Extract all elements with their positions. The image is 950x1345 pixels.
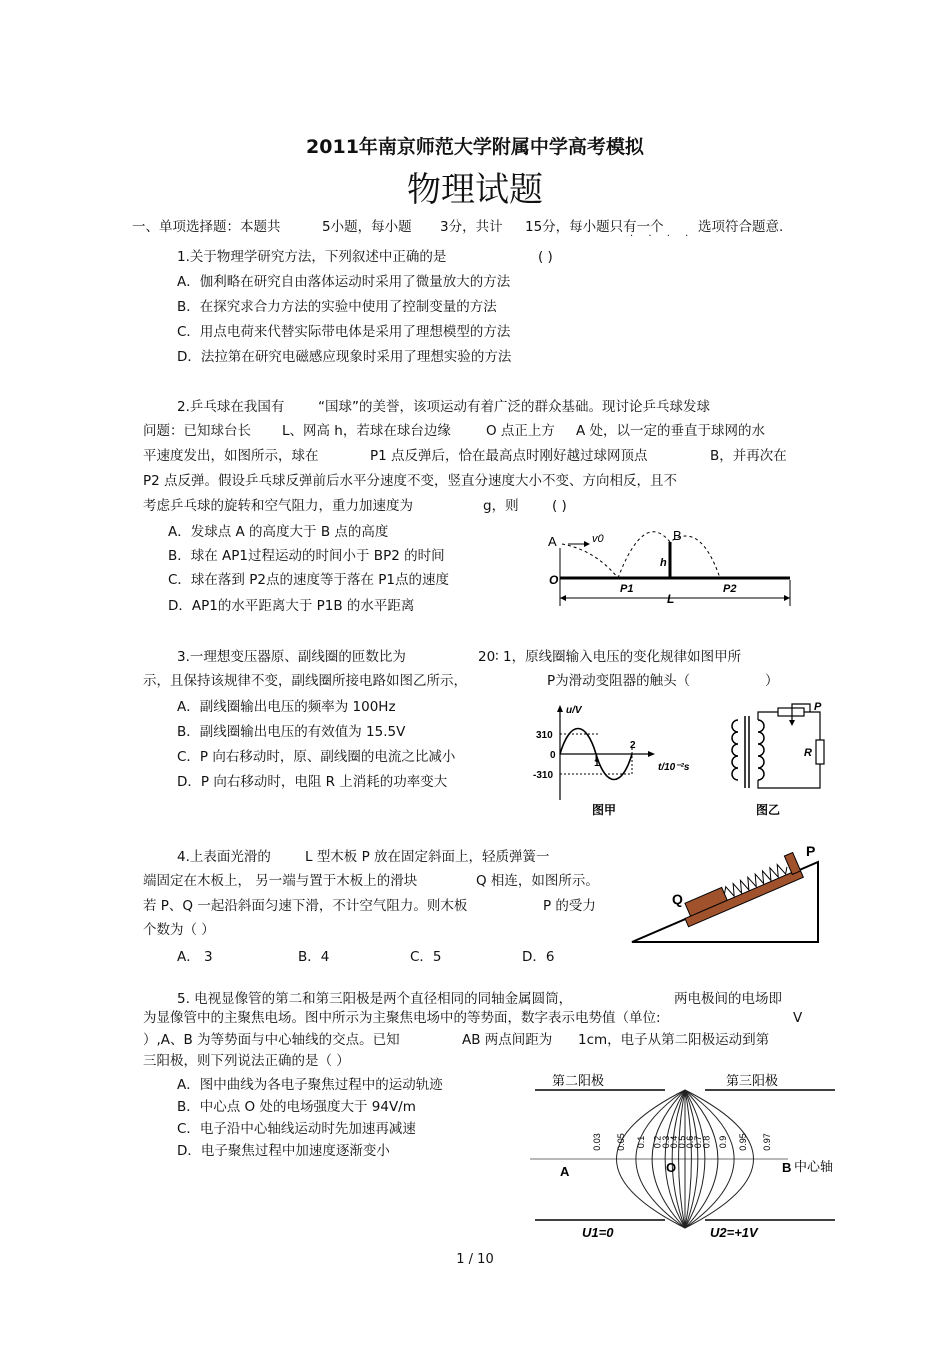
x-tick-1-label: 1 [594,758,600,769]
arrow-head [584,541,590,547]
q5-text: ）,A、B 为等势面与中心轴线的交点。已知 [143,1032,400,1048]
q4-option-b: B．4 [298,949,330,965]
q5-option-c: C．电子沿中心轴线运动时先加速再减速 [177,1121,416,1137]
focus-field-figure [530,1070,842,1242]
wire [804,712,820,740]
intro-part-e: 选项符合题意. [698,219,784,235]
wire [758,712,778,720]
q2-text: 问题：已知球台长 [143,423,251,439]
q2-text: g，则 [483,498,519,514]
label-Q: Q [672,891,683,907]
equipotential-value-label: 0.03 [592,1133,603,1151]
x-tick-2-label: 2 [630,740,636,751]
arrow-head [560,595,566,601]
label-O: O [666,1160,677,1175]
q3-text: 20∶ 1，原线圈输入电压的变化规律如图甲所 [478,649,742,665]
equipotential-value-label: 0.5 [677,1135,687,1149]
label-P1: P1 [620,583,634,595]
equipotential-value-label: 0.97 [761,1133,772,1151]
intro-part-b: 5小题，每小题 [322,219,412,235]
label-A: A [560,1164,570,1179]
q4-option-d: D．6 [522,949,555,965]
label-B: B [673,528,682,543]
equipotential-value-label: 0.9 [717,1135,728,1149]
q3-text: P为滑动变阻器的触头（ [547,673,691,689]
incline-figure [628,838,823,948]
intro-part-c: 3分，共计 [440,219,503,235]
resistor-R [816,740,824,764]
voltage-graph-figure [530,700,700,822]
q3-text: 3.一理想变压器原、副线圈的匝数比为 [177,649,406,665]
q2-option-d: D．AP1的水平距离大于 P1B 的水平距离 [168,598,415,614]
equipotential-value-label: 0.3 [661,1135,672,1149]
q4-option-a: A． 3 [177,949,213,965]
exam-title: 物理试题 [407,170,543,210]
primary-coil [732,720,738,780]
label-h: h [660,557,667,569]
wire [758,764,820,788]
label-v0: v0 [592,533,604,545]
q2-text: 平速度发出，如图所示，球在 [143,448,319,464]
equipotential-value-label: 0.95 [737,1133,748,1151]
q2-text: B，并再次在 [710,448,787,464]
label-L: L [667,592,675,606]
equipotential-value-label: 0.1 [636,1135,647,1149]
label-A: A [548,534,557,549]
q2-text: “国球”的美誉，该项运动有着广泛的群众基础。现讨论乒乓球发球 [318,399,710,415]
caption-a: 图甲 [592,803,617,817]
q1-option-b: B．在探究求合力方法的实验中使用了控制变量的方法 [177,299,497,315]
q2-text: 考虑乒乓球的旋转和空气阻力，重力加速度为 [143,498,413,514]
page-number: 1 / 10 [456,1252,494,1267]
q4-text: P 的受力 [543,898,596,914]
equipotential-value-label: 0.8 [701,1135,712,1149]
equipotential-labels [592,1133,772,1151]
q2-option-a: A．发球点 A 的高度大于 B 点的高度 [168,524,389,540]
q5-text: 1cm，电子从第二阳极运动到第 [578,1032,770,1048]
q2-option-c: C．球在落到 P2点的速度等于落在 P1点的速度 [168,572,449,588]
equipotential-value-label: 0.7 [692,1135,703,1149]
equipotential-value-label: 0.05 [616,1133,627,1151]
x-label: t/10⁻²s [658,762,690,773]
q2-text: P2 点反弹。假设乒乓球反弹前后水平分速度不变，竖直分速度大小不变、方向相反，且不 [143,473,678,489]
q3-option-d: D．P 向右移动时，电阻 R 上消耗的功率变大 [177,774,448,790]
q4-text: 4.上表面光滑的 [177,849,271,865]
secondary-coil [758,720,764,780]
q3-option-b: B．副线圈输出电压的有效值为 15.5V [177,724,406,740]
q5-option-a: A．图中曲线为各电子聚焦过程中的运动轨迹 [177,1077,443,1093]
equipotential-value-label: 0.4 [669,1135,680,1149]
q1-answer-paren: ( ) [538,249,553,265]
caption-b: 图乙 [756,803,781,817]
label-O: O [549,573,559,587]
pingpong-figure [540,528,805,610]
transformer-circuit-figure [708,700,838,822]
label-P: P [814,701,822,713]
q4-text: 个数为（ ） [143,922,215,938]
arrow-head [557,705,563,712]
intro-part-d: 15分，每小题只有一个 [525,219,664,235]
q2-text: P1 点反弹后，恰在最高点时刚好越过球网顶点 [370,448,648,464]
label-P: P [806,843,816,859]
q2-text: A 处，以一定的垂直于球网的水 [576,423,766,439]
y-label: u/V [566,705,582,716]
q5-text: 两电极间的电场即 [674,991,782,1007]
q4-text: Q 相连，如图所示。 [476,873,599,889]
q2-option-b: B．球在 AP1过程运动的时间小于 BP2 的时间 [168,548,445,564]
q3-option-a: A．副线圈输出电压的频率为 100Hz [177,699,396,715]
equipotential-value-label: 0.6 [684,1135,695,1149]
y-zero-label: 0 [550,750,556,761]
q3-option-c: C．P 向右移动时，原、副线圈的电流之比减小 [177,749,456,765]
y-bottom-label: -310 [533,770,554,781]
q2-text: L、网高 h，若球在球台边缘 [282,423,451,439]
intro-part-a: 一、单项选择题：本题共 [132,219,281,235]
q3-text: 示，且保持该规律不变，副线圈所接电路如图乙所示， [143,673,467,689]
q5-text: V [793,1010,803,1026]
slider-arrow [789,720,795,726]
board-P-end [784,853,800,875]
u2-label: U2=+1V [710,1225,758,1240]
q2-answer-paren: ( ) [552,498,567,514]
emphasis-dots: · · · · [630,231,695,242]
q1-option-a: A．伽利略在研究自由落体运动时采用了微量放大的方法 [177,274,511,290]
rheostat [778,708,804,716]
q4-text: L 型木板 P 放在固定斜面上，轻质弹簧一 [305,849,550,865]
q4-text: 端固定在木板上， 另一端与置于木板上的滑块 [143,873,418,889]
q3-text: ） [765,673,779,689]
anode-3-label: 第三阳极 [726,1073,779,1088]
q4-text: 若 P、Q 一起沿斜面匀速下滑，不计空气阻力。则木板 [143,898,468,914]
equipotential-value-label: 0.2 [652,1135,663,1149]
q5-text: 三阳极，则下列说法正确的是（ ） [143,1053,350,1069]
u1-label: U1=0 [582,1225,614,1240]
q1-stem: 1.关于物理学研究方法，下列叙述中正确的是 [177,249,447,265]
q2-text: O 点正上方 [486,423,555,439]
q5-option-b: B．中心点 O 处的电场强度大于 94V/m [177,1099,416,1115]
label-P2: P2 [723,583,737,595]
q4-option-c: C．5 [410,949,442,965]
y-top-label: 310 [536,730,553,741]
trajectory-1 [562,544,618,578]
q5-text: 5. 电视显像管的第二和第三阳极是两个直径相同的同轴金属圆筒， [177,991,573,1007]
axis-label: 中心轴 [794,1159,834,1174]
anode-2-label: 第二阳极 [552,1073,605,1088]
label-B: B [782,1160,792,1175]
q1-option-d: D．法拉第在研究电磁感应现象时采用了理想实验的方法 [177,349,512,365]
q5-text: 为显像管中的主聚焦电场。图中所示为主聚焦电场中的等势面，数字表示电势值（单位: [143,1010,661,1026]
arrow-head [648,751,655,757]
q5-text: AB 两点间距为 [462,1032,553,1048]
q2-text: 2.乒乓球在我国有 [177,399,285,415]
q1-option-c: C．用点电荷来代替实际带电体是采用了理想模型的方法 [177,324,511,340]
label-R: R [804,747,812,759]
exam-subtitle: 2011年南京师范大学附属中学高考模拟 [306,136,644,158]
q5-option-d: D．电子聚焦过程中加速度逐渐变小 [177,1143,390,1159]
arrow-head [784,595,790,601]
